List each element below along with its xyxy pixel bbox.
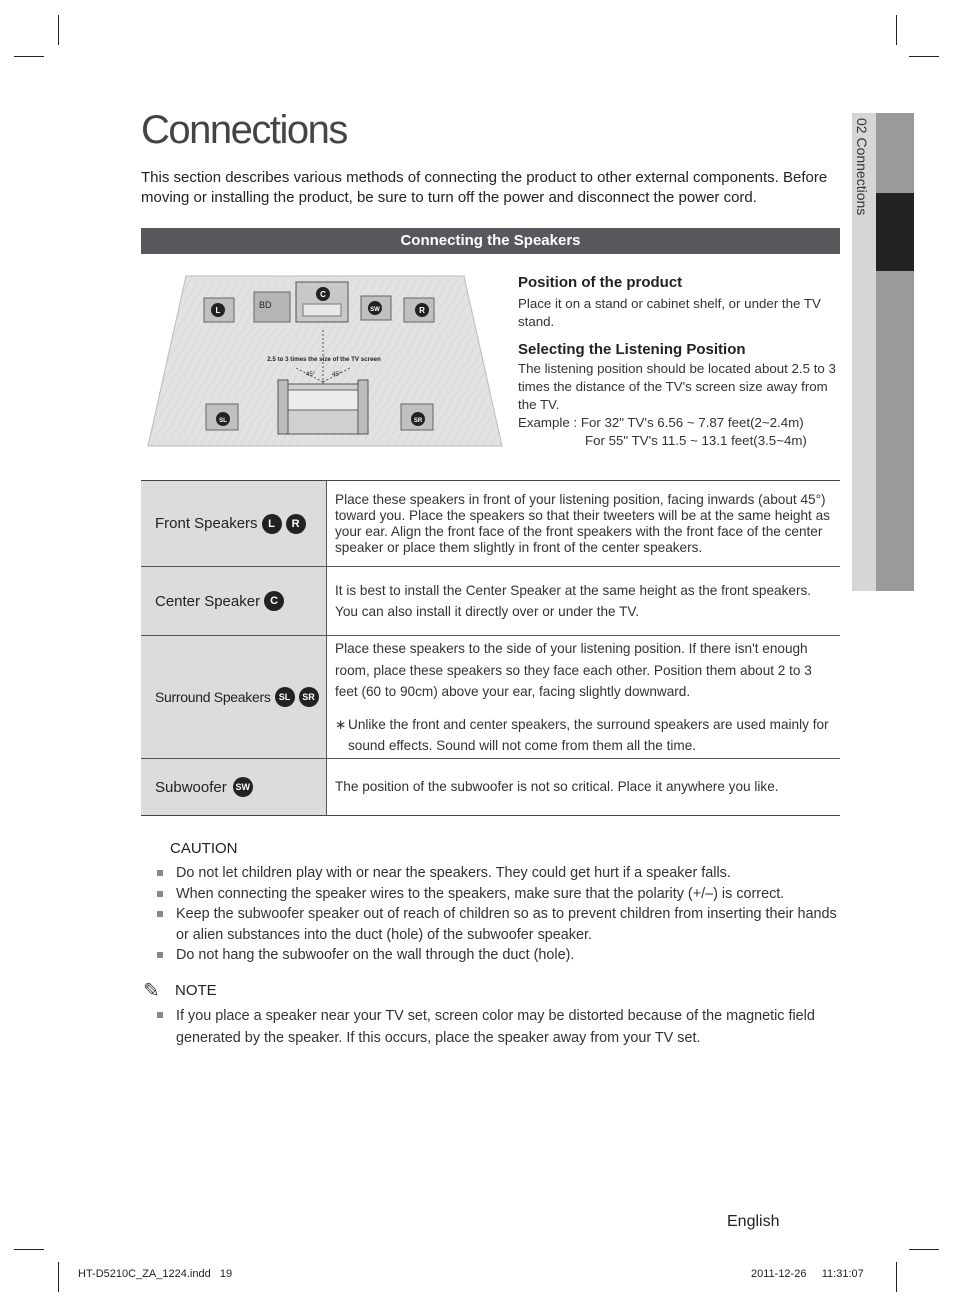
row-text-cell <box>327 636 840 758</box>
row-text: Place these speakers to the side of your listening position. If there isn't enough room, place these speakers so they face each other. Position them about 2 to 3 feet (60 to 90cm) above your ear, facing slightly downward. <box>335 641 812 699</box>
row-text: The position of the subwoofer is not so critical. Place it anywhere you like. <box>335 779 779 794</box>
list-item: When connecting the speaker wires to the speakers, make sure that the polarity (+/–) is correct. <box>155 884 845 905</box>
speaker-placement-diagram <box>146 272 504 452</box>
table-row <box>141 759 840 815</box>
caution-list <box>155 863 845 966</box>
list-item: Keep the subwoofer speaker out of reach of children so as to prevent children from inserting their hands or alien substances into the duct (hole) of the subwoofer speaker. <box>155 904 845 945</box>
speaker-badge-c: C <box>264 591 284 611</box>
crop-mark <box>58 15 59 45</box>
row-footnote <box>335 714 832 757</box>
crop-mark <box>909 1249 939 1250</box>
listening-text: The listening position should be located about 2.5 to 3 times the distance of the TV's screen size away from the TV. <box>518 361 836 412</box>
speaker-label-sr: SR <box>413 418 423 424</box>
crop-mark <box>896 15 897 45</box>
crop-mark <box>896 1262 897 1292</box>
row-label: Subwoofer <box>155 778 227 796</box>
row-label: Surround Speakers <box>155 689 271 705</box>
speaker-label-sw: SW <box>370 307 380 313</box>
crop-mark <box>58 1262 59 1292</box>
position-heading: Position of the product <box>518 274 683 291</box>
page-title: Connections <box>141 108 347 152</box>
angle-left: 45° <box>306 372 316 378</box>
pencil-icon: ✎ <box>143 980 160 1002</box>
position-section <box>518 272 840 450</box>
asterisk-icon: ∗ <box>335 716 347 732</box>
note-title-row <box>143 980 841 1002</box>
caution-section <box>155 840 845 966</box>
caution-title: CAUTION <box>170 840 238 857</box>
speaker-table <box>141 480 840 816</box>
angle-right: 45° <box>332 372 342 378</box>
row-label-cell <box>141 481 327 566</box>
row-label: Center Speaker <box>155 592 261 610</box>
speaker-badge-sl: SL <box>275 687 295 707</box>
distance-caption: 2.5 to 3 times the size of the TV screen <box>267 356 381 363</box>
speaker-label-c: C <box>320 290 326 299</box>
row-label-cell <box>141 759 327 815</box>
side-tab-block <box>876 113 914 193</box>
row-footnote-text: Unlike the front and center speakers, the surround speakers are used mainly for sound effects. Sound will not come from them all the time. <box>348 716 829 753</box>
row-text: Place these speakers in front of your listening position, facing inwards (about 45°) toward you. Place the speakers so that their tweeters will be at the same height as your ear. Align the front face of the front speakers with the front face of the center speaker or place them slightly in front of the center speakers. <box>335 492 830 555</box>
speaker-badge-sr: SR <box>299 687 319 707</box>
language-label: English <box>727 1213 780 1230</box>
intro-text: This section describes various methods of connecting the product to other external components. Before moving or installing the product, be sure to turn off the power and disconnect the power cord. <box>141 169 828 206</box>
row-label: Front Speakers <box>155 515 258 532</box>
date-info: 2011-12-26 11:31:07 <box>751 1268 864 1280</box>
speaker-badge-sw: SW <box>233 777 253 797</box>
list-item: Do not hang the subwoofer on the wall through the duct (hole). <box>155 945 845 966</box>
row-label-cell <box>141 636 327 758</box>
table-row <box>141 481 840 567</box>
position-text: Place it on a stand or cabinet shelf, or under the TV stand. <box>518 296 821 329</box>
table-row <box>141 636 840 759</box>
side-tab-active-block <box>876 193 914 271</box>
listening-heading: Selecting the Listening Position <box>518 341 746 358</box>
list-item: If you place a speaker near your TV set, screen color may be distorted because of the magnetic field generated by the speaker. If this occurs, place the speaker away from your TV set. <box>141 1005 841 1049</box>
crop-mark <box>14 56 44 57</box>
speaker-badge-l: L <box>262 514 282 534</box>
note-title: NOTE <box>175 982 217 999</box>
side-tab-block <box>876 271 914 591</box>
table-row <box>141 567 840 636</box>
note-list <box>141 1005 841 1049</box>
crop-mark <box>909 56 939 57</box>
file-info: HT-D5210C_ZA_1224.indd 19 <box>78 1268 233 1280</box>
row-label-cell <box>141 567 327 635</box>
speaker-badge-r: R <box>286 514 306 534</box>
example-55: For 55" TV's 11.5 ~ 13.1 feet(3.5~4m) <box>585 433 807 448</box>
speaker-label-sl: SL <box>219 418 227 424</box>
chapter-label <box>852 118 874 318</box>
list-item: Do not let children play with or near the speakers. They could get hurt if a speaker falls. <box>155 863 845 884</box>
speaker-label-r: R <box>419 306 425 315</box>
chapter-label-text: 02 Connections <box>854 118 870 216</box>
speaker-label-l: L <box>215 306 221 315</box>
crop-mark <box>14 1249 44 1250</box>
example-32: Example : For 32" TV's 6.56 ~ 7.87 feet(2~2.4m) <box>518 415 804 430</box>
section-heading: Connecting the Speakers <box>141 228 840 254</box>
row-text: It is best to install the Center Speaker at the same height as the front speakers. You can also install it directly over or under the TV. <box>335 583 812 619</box>
note-section <box>141 982 841 1049</box>
bd-label: BD <box>259 300 272 310</box>
